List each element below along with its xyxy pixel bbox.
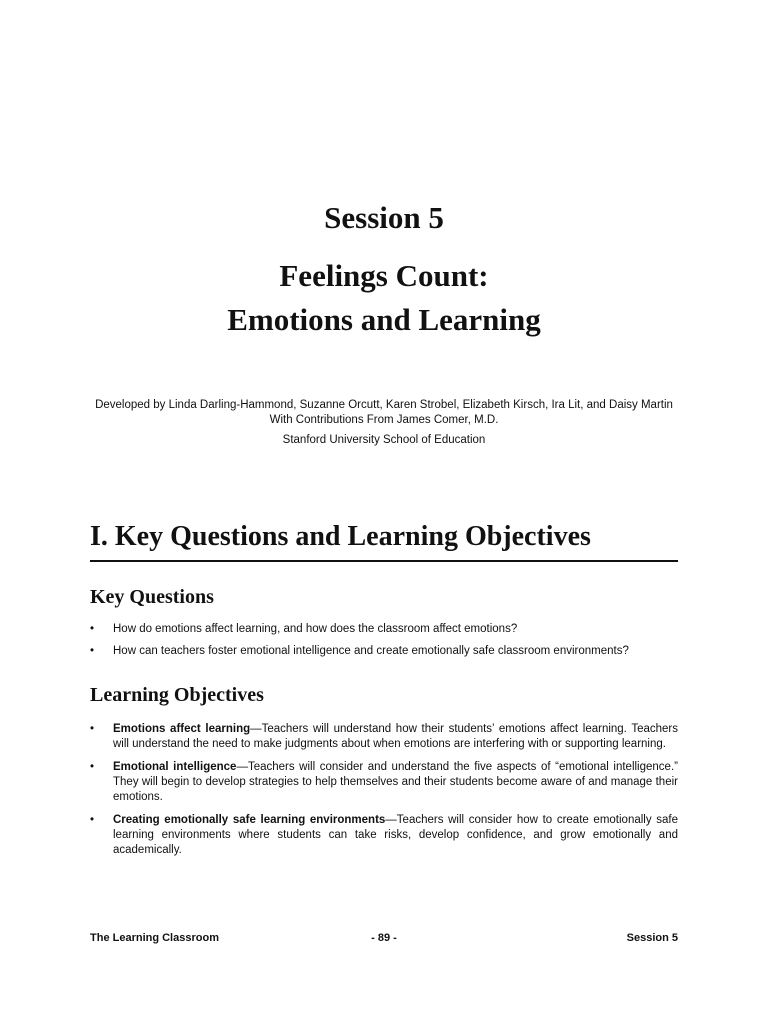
- list-item: [90, 760, 678, 805]
- key-question-text: How can teachers foster emotional intelligence and create emotionally safe classroom environments?: [113, 645, 629, 657]
- objective-term: Creating emotionally safe learning environments: [113, 814, 386, 826]
- objective-term: Emotional intelligence: [113, 761, 237, 773]
- bullet-marker: •: [90, 814, 95, 826]
- footer-book-title: The Learning Classroom: [90, 932, 219, 944]
- list-item: [90, 813, 678, 858]
- list-item: [90, 644, 678, 659]
- list-item: [90, 622, 678, 637]
- learning-objectives-heading: Learning Objectives: [90, 684, 264, 706]
- key-questions-list: [90, 622, 678, 666]
- main-title-line-2: Emotions and Learning: [227, 302, 541, 337]
- footer-session-label: Session 5: [626, 932, 678, 944]
- objective-description: —Teachers will understand how their students’ emotions affect learning. Teachers will understand the need to make judgments about when emotions are interfering with or supporting learning.: [113, 723, 678, 750]
- contributions-line: With Contributions From James Comer, M.D.: [269, 414, 499, 426]
- institution-line: Stanford University School of Education: [282, 434, 486, 446]
- page-footer: [90, 930, 678, 946]
- main-title-line-1: Feelings Count:: [279, 258, 489, 293]
- key-question-text: How do emotions affect learning, and how does the classroom affect emotions?: [113, 623, 518, 635]
- bullet-marker: •: [90, 623, 95, 635]
- main-title: [0, 254, 768, 342]
- developed-by-line: Developed by Linda Darling-Hammond, Suzanne Orcutt, Karen Strobel, Elizabeth Kirsch, Ira Lit, and Daisy Martin: [95, 399, 673, 411]
- section-divider: [90, 560, 678, 562]
- key-questions-heading: Key Questions: [90, 586, 214, 608]
- list-item: [90, 722, 678, 752]
- section-heading: I. Key Questions and Learning Objectives: [90, 521, 591, 552]
- bullet-marker: •: [90, 645, 95, 657]
- objective-description: —Teachers will consider how to create emotionally safe learning environments where students can take risks, develop confidence, and grow emotionally and academically.: [113, 814, 678, 856]
- objective-term: Emotions affect learning: [113, 723, 251, 735]
- bullet-marker: •: [90, 761, 95, 773]
- learning-objectives-list: [90, 722, 678, 866]
- objective-description: —Teachers will consider and understand the five aspects of “emotional intelligence.” They will begin to develop strategies to help themselves and their students become aware of and manage their emotions.: [113, 761, 678, 803]
- credits-block: [0, 398, 768, 448]
- bullet-marker: •: [90, 723, 95, 735]
- session-title: Session 5: [324, 200, 444, 235]
- page-number: - 89 -: [371, 932, 397, 944]
